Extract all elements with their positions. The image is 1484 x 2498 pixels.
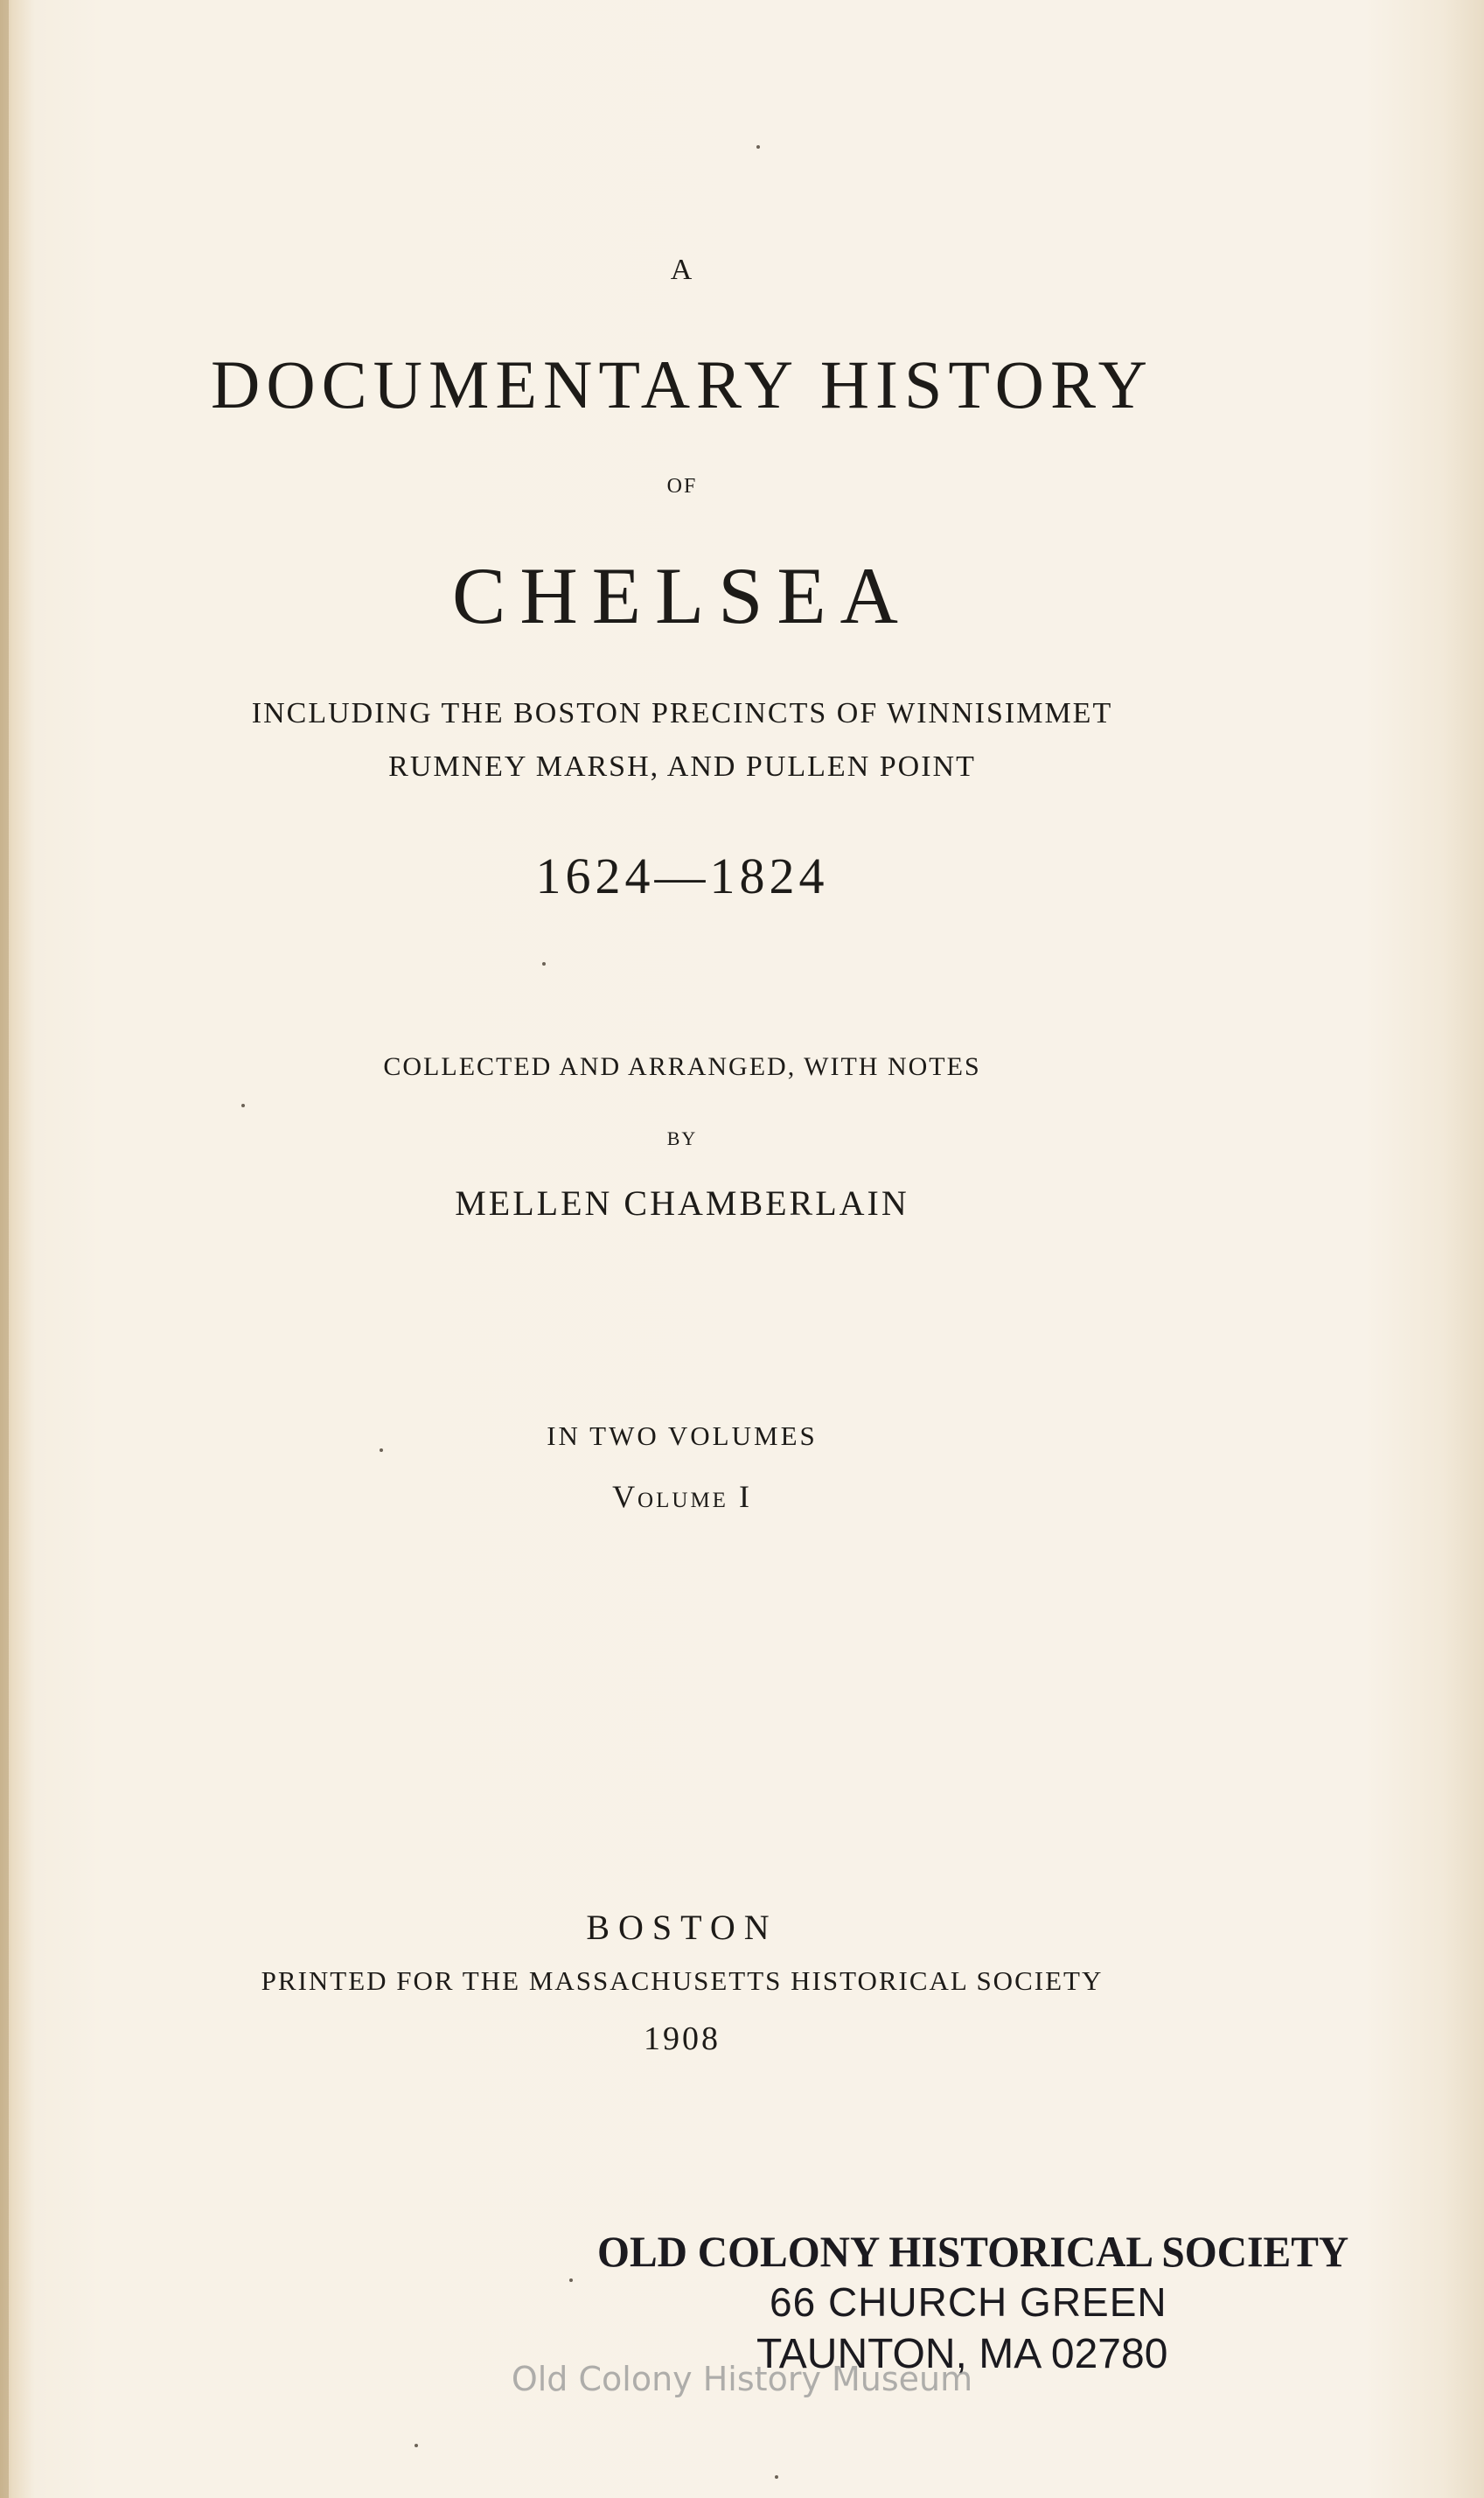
library-stamp-street: 66 CHURCH GREEN [770, 2279, 1167, 2325]
title-article: A [670, 254, 694, 286]
place-title: CHELSEA [452, 551, 912, 640]
watermark: Old Colony History Museum [511, 2360, 973, 2398]
main-title: DOCUMENTARY HISTORY [210, 346, 1154, 422]
publication-city: BOSTON [586, 1908, 778, 1947]
paper-speck [756, 145, 760, 149]
library-stamp-name: OLD COLONY HISTORICAL SOCIETY [597, 2227, 1349, 2276]
paper-speck [542, 962, 546, 966]
paper-speck [380, 1448, 383, 1452]
paper-speck [775, 2475, 778, 2479]
by-label: BY [666, 1127, 698, 1149]
library-stamp-city: TAUNTON, MA 02780 [756, 2331, 1168, 2377]
date-range: 1624—1824 [535, 848, 829, 904]
volume-label: Volume I [612, 1479, 752, 1514]
paper-speck [241, 1104, 245, 1107]
publication-year: 1908 [644, 2020, 721, 2057]
subtitle-line-2: RUMNEY MARSH, AND PULLEN POINT [388, 750, 976, 783]
paper-speck [415, 2444, 418, 2447]
printer-line: PRINTED FOR THE MASSACHUSETTS HISTORICAL SOCIETY [261, 1965, 1104, 1996]
subtitle-line-1: INCLUDING THE BOSTON PRECINCTS OF WINNISIMMET [251, 697, 1113, 729]
paper-speck [569, 2278, 573, 2282]
title-of: OF [666, 475, 698, 498]
author-name: MELLEN CHAMBERLAIN [455, 1183, 909, 1223]
volumes-note: IN TWO VOLUMES [547, 1420, 818, 1451]
collected-note: COLLECTED AND ARRANGED, WITH NOTES [383, 1052, 981, 1081]
